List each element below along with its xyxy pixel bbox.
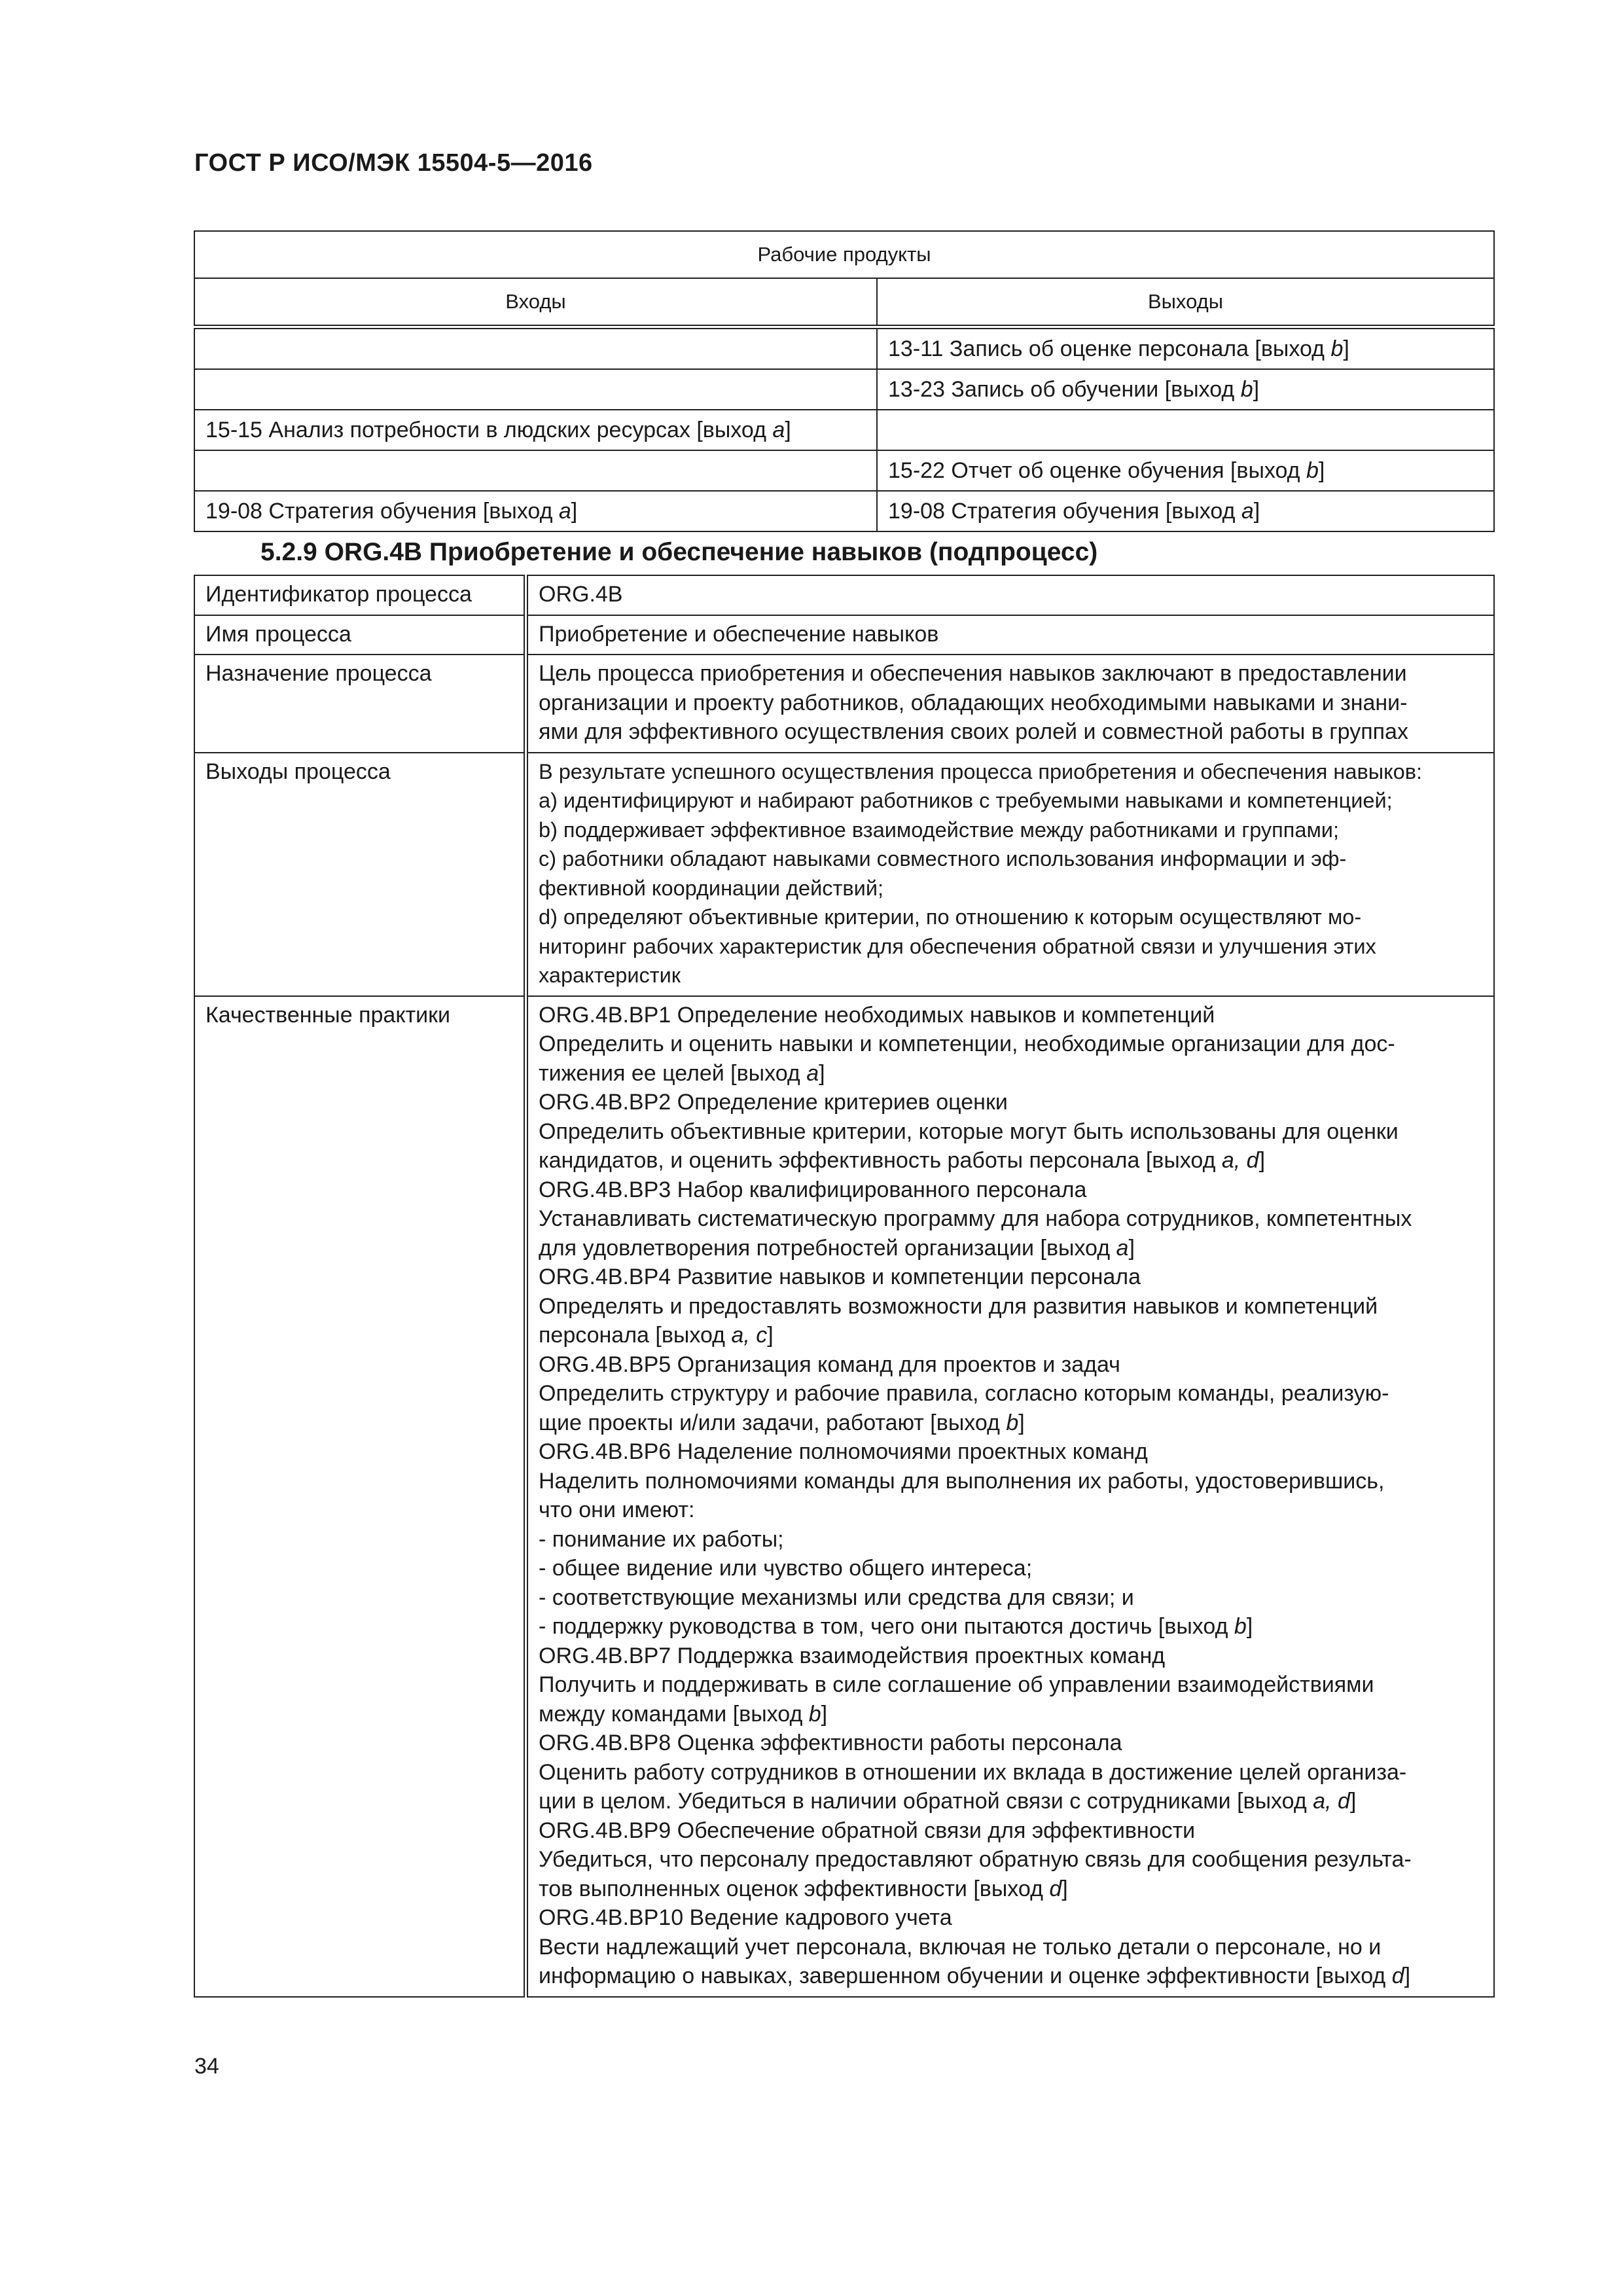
text-line: что они имеют: bbox=[539, 1498, 695, 1522]
process-id-label: Идентификатор процесса bbox=[194, 575, 526, 615]
text-line: ORG.4B.BP6 Наделение полномочиями проектных команд bbox=[539, 1439, 1148, 1464]
text-line: Устанавливать систематическую программу для набора сотрудников, компетентных bbox=[539, 1206, 1412, 1231]
text-line: персонала [выход a, c] bbox=[539, 1323, 774, 1348]
process-outcomes-label: Выходы процесса bbox=[194, 753, 526, 996]
input-cell: 15-15 Анализ потребности в людских ресурсах [выход a] bbox=[194, 410, 877, 450]
table-row bbox=[194, 327, 1494, 370]
process-name-value: Приобретение и обеспечение навыков bbox=[526, 615, 1495, 655]
table-row bbox=[194, 753, 1494, 996]
input-cell bbox=[194, 327, 877, 370]
text-line: ями для эффективного осуществления своих ролей и совместной работы в группах bbox=[539, 719, 1408, 744]
text-line: Наделить полномочиями команды для выполнения их работы, удостоверившись, bbox=[539, 1468, 1385, 1494]
table-row bbox=[194, 491, 1494, 531]
text-line: d) определяют объективные критерии, по отношению к которым осуществляют мо- bbox=[539, 905, 1362, 929]
text-line: характеристик bbox=[539, 963, 681, 987]
text-line: b) поддерживает эффективное взаимодействие между работниками и группами; bbox=[539, 817, 1339, 842]
process-name-label: Имя процесса bbox=[194, 615, 526, 655]
text-line: - понимание их работы; bbox=[539, 1526, 784, 1552]
inputs-header: Входы bbox=[194, 278, 877, 327]
text-line: ORG.4B.BP2 Определение критериев оценки bbox=[539, 1090, 1008, 1115]
text-line: кандидатов, и оценить эффективность работы персонала [выход a, d] bbox=[539, 1148, 1266, 1173]
process-table bbox=[194, 575, 1495, 1998]
text-line: Определить структуру и рабочие правила, согласно которым команды, реализую- bbox=[539, 1381, 1389, 1406]
output-cell: 15-22 Отчет об оценке обучения [выход b] bbox=[877, 450, 1494, 491]
input-cell bbox=[194, 369, 877, 410]
text-line: Оценить работу сотрудников в отношении их вклада в достижение целей организа- bbox=[539, 1759, 1407, 1785]
text-line: ORG.4B.BP5 Организация команд для проектов и задач bbox=[539, 1352, 1120, 1377]
text-line: Определять и предоставлять возможности для развития навыков и компетенций bbox=[539, 1293, 1378, 1319]
text-line: Определить объективные критерии, которые могут быть использованы для оценки bbox=[539, 1119, 1399, 1144]
process-outcomes-value bbox=[526, 753, 1495, 996]
text-line: организации и проекту работников, обладающих необходимыми навыками и знани- bbox=[539, 690, 1408, 715]
document-header: ГОСТ Р ИСО/МЭК 15504-5—2016 bbox=[194, 149, 593, 177]
table-row bbox=[194, 450, 1494, 491]
output-cell bbox=[877, 410, 1494, 450]
text-line: a) идентифицируют и набирают работников с требуемыми навыками и компетенцией; bbox=[539, 789, 1393, 812]
input-cell bbox=[194, 450, 877, 491]
text-line: Получить и поддерживать в силе соглашение об управлении взаимодействиями bbox=[539, 1672, 1374, 1697]
work-products-table bbox=[194, 230, 1495, 532]
process-id-value: ORG.4B bbox=[526, 575, 1495, 615]
table-row bbox=[194, 615, 1494, 655]
text-line: ORG.4B.BP7 Поддержка взаимодействия проектных команд bbox=[539, 1643, 1166, 1668]
process-purpose-label: Назначение процесса bbox=[194, 655, 526, 753]
text-line: Определить и оценить навыки и компетенции, необходимые организации для дос- bbox=[539, 1031, 1395, 1056]
text-line: ORG.4B.BP9 Обеспечение обратной связи для эффективности bbox=[539, 1818, 1196, 1843]
table-row bbox=[194, 996, 1494, 1997]
table-row bbox=[194, 655, 1494, 753]
text-line: - поддержку руководства в том, чего они пытаются достичь [выход b] bbox=[539, 1614, 1253, 1639]
text-line: c) работники обладают навыками совместного использования информации и эф- bbox=[539, 847, 1347, 870]
text-line: ORG.4B.BP4 Развитие навыков и компетенции персонала bbox=[539, 1265, 1141, 1289]
text-line: В результате успешного осуществления процесса приобретения и обеспечения навыков: bbox=[539, 759, 1423, 783]
table-row bbox=[194, 575, 1494, 615]
base-practices-label: Качественные практики bbox=[194, 996, 526, 1997]
output-cell: 13-11 Запись об оценке персонала [выход b] bbox=[877, 327, 1494, 370]
process-purpose-value bbox=[526, 655, 1495, 753]
text-line: Вести надлежащий учет персонала, включая не только детали о персонале, но и bbox=[539, 1934, 1382, 1960]
work-products-title: Рабочие продукты bbox=[194, 231, 1494, 278]
text-line: ORG.4B.BP1 Определение необходимых навыков и компетенций bbox=[539, 1002, 1215, 1028]
text-line: тов выполненных оценок эффективности [выход d] bbox=[539, 1876, 1068, 1901]
table-row bbox=[194, 410, 1494, 450]
text-line: ORG.4B.BP10 Ведение кадрового учета bbox=[539, 1905, 952, 1930]
text-line: тижения ее целей [выход a] bbox=[539, 1060, 825, 1086]
input-cell: 19-08 Стратегия обучения [выход a] bbox=[194, 491, 877, 531]
text-line: ниторинг рабочих характеристик для обеспечения обратной связи и улучшения этих bbox=[539, 934, 1376, 958]
text-line: Цель процесса приобретения и обеспечения навыков заключают в предоставлении bbox=[539, 661, 1407, 686]
text-line: ции в целом. Убедиться в наличии обратной связи с сотрудниками [выход a, d] bbox=[539, 1789, 1357, 1814]
text-line: для удовлетворения потребностей организации [выход a] bbox=[539, 1235, 1135, 1261]
table-row bbox=[194, 369, 1494, 410]
section-title: 5.2.9 ORG.4B Приобретение и обеспечение навыков (подпроцесс) bbox=[260, 538, 1098, 566]
text-line: - соответствующие механизмы или средства для связи; и bbox=[539, 1585, 1134, 1610]
text-line: Убедиться, что персоналу предоставляют обратную связь для сообщения результа- bbox=[539, 1847, 1412, 1872]
text-line: информацию о навыках, завершенном обучении и оценке эффективности [выход d] bbox=[539, 1964, 1411, 1988]
text-line: - общее видение или чувство общего интереса; bbox=[539, 1556, 1033, 1581]
text-line: щие проекты и/или задачи, работают [выход b] bbox=[539, 1410, 1025, 1435]
text-line: ORG.4B.BP8 Оценка эффективности работы персонала bbox=[539, 1731, 1122, 1755]
text-line: фективной координации действий; bbox=[539, 876, 883, 900]
output-cell: 13-23 Запись об обучении [выход b] bbox=[877, 369, 1494, 410]
page-number: 34 bbox=[194, 2054, 219, 2079]
base-practices-value bbox=[526, 996, 1495, 1997]
outputs-header: Выходы bbox=[877, 278, 1494, 327]
output-cell: 19-08 Стратегия обучения [выход a] bbox=[877, 491, 1494, 531]
text-line: ORG.4B.BP3 Набор квалифицированного персонала bbox=[539, 1177, 1087, 1202]
text-line: между командами [выход b] bbox=[539, 1701, 828, 1727]
